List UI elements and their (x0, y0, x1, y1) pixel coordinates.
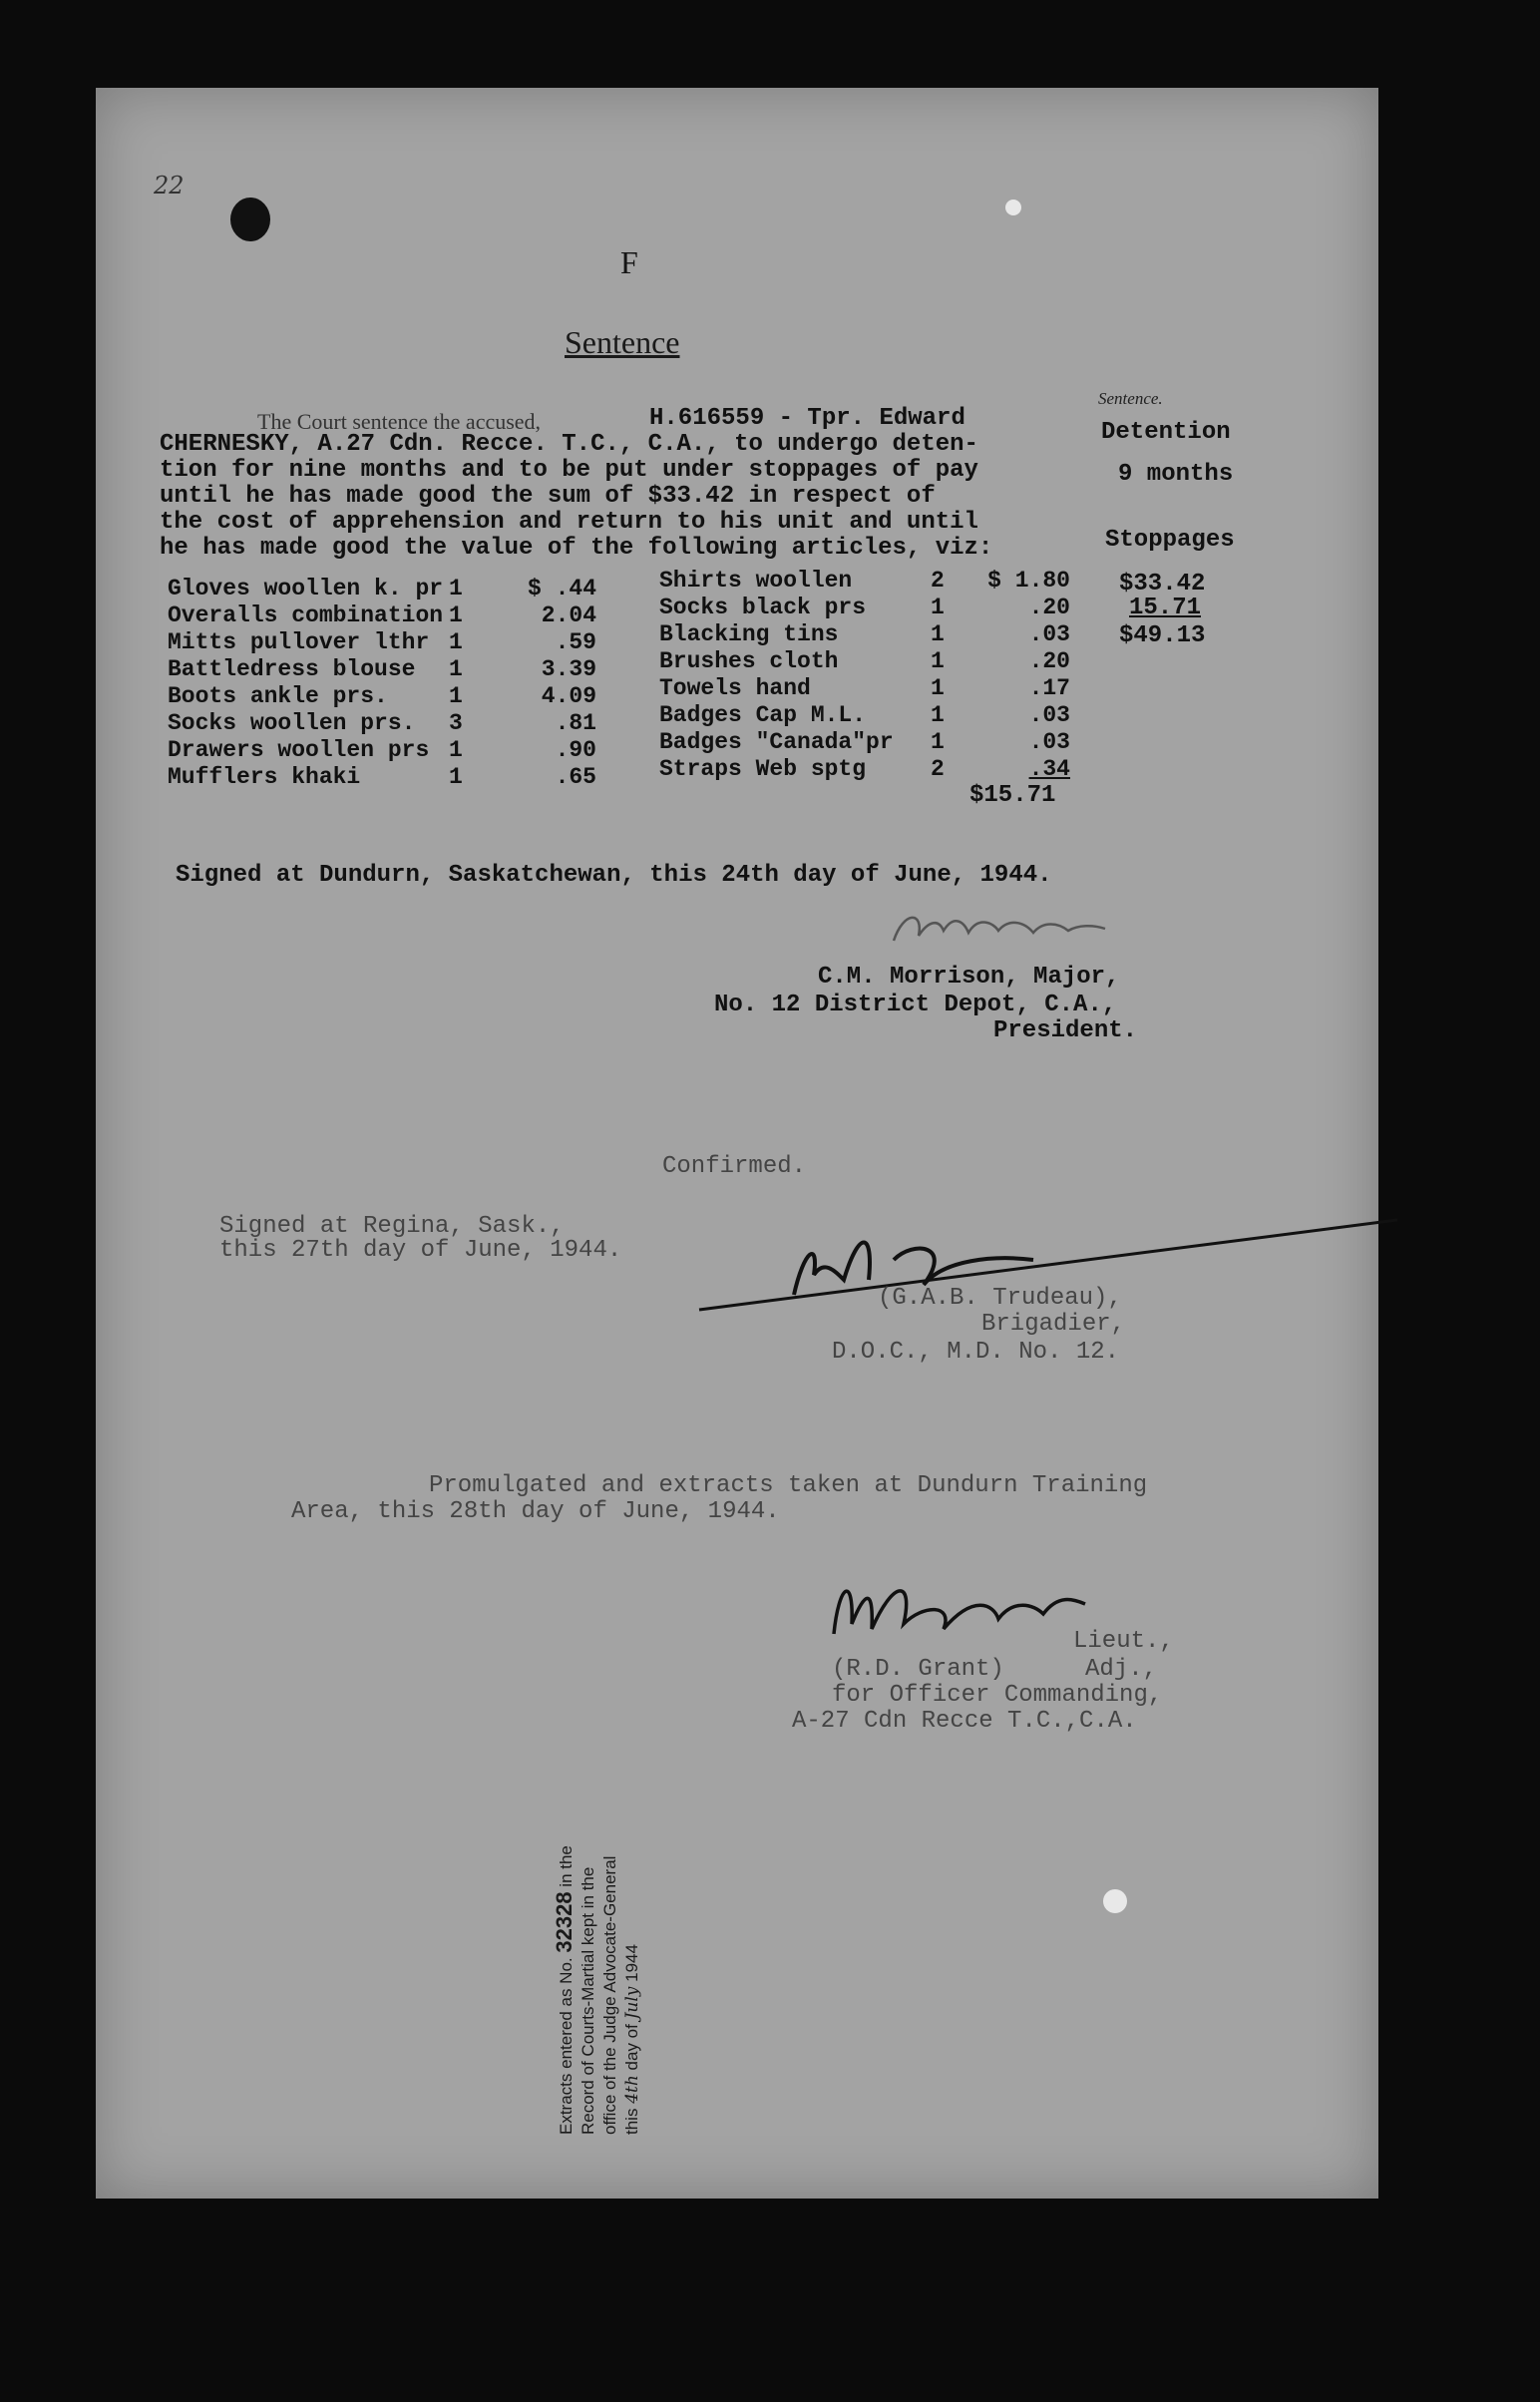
paper-mark (1005, 200, 1021, 215)
table-row: Badges Cap M.L. 1 .03 (659, 701, 1070, 728)
table-row: Mitts pullover lthr 1 .59 (168, 628, 596, 655)
morrison-signature (884, 901, 1113, 961)
signed-regina-line-1: Signed at Regina, Sask., (219, 1213, 565, 1240)
side-amount-1: $33.42 (1119, 571, 1206, 598)
side-total: $49.13 (1119, 622, 1206, 649)
adjutant-rank: Lieut., (1073, 1628, 1174, 1655)
page-number: 22 (154, 172, 185, 200)
brigadier-name: (G.A.B. Trudeau), (878, 1285, 1122, 1312)
table-row: Brushes cloth 1 .20 (659, 647, 1070, 674)
table-row: Blacking tins 1 .03 (659, 620, 1070, 647)
articles-right-table (659, 567, 1070, 782)
grant-signature (824, 1564, 1093, 1644)
table-row: Shirts woollen 2 $ 1.80 (659, 567, 1070, 594)
stamp-line-4: this (622, 2108, 641, 2135)
adjutant-unit: A-27 Cdn Recce T.C.,C.A. (792, 1708, 1137, 1735)
promulgated-line-1: Promulgated and extracts taken at Dundurn Training (429, 1472, 1148, 1499)
stamp-year: 1944 (622, 1944, 641, 1982)
sentence-line-4: until he has made good the sum of $33.42 in respect of (160, 483, 936, 510)
stamp-line-2: Record of Courts-Martial kept in the (578, 1866, 597, 2135)
table-row: Straps Web sptg 2 .34 (659, 755, 1070, 782)
signed-dundurn: Signed at Dundurn, Saskatchewan, this 24th day of June, 1944. (176, 862, 1052, 889)
sentence-line-2: CHERNESKY, A.27 Cdn. Recce. T.C., C.A., to undergo deten- (160, 431, 978, 458)
president-unit: No. 12 District Depot, C.A., (714, 992, 1117, 1018)
president-name: C.M. Morrison, Major, (818, 964, 1120, 991)
adjutant-role: Adj., (1085, 1656, 1158, 1683)
table-row: Drawers woollen prs 1 .90 (168, 736, 596, 763)
stamp-day: 4th (622, 2075, 642, 2104)
stamp-line-1: Extracts entered as No. (557, 1957, 576, 2135)
side-amount-2: 15.71 (1129, 595, 1202, 621)
confirmed-label: Confirmed. (662, 1153, 807, 1180)
table-row: Badges "Canada"pr 1 .03 (659, 728, 1070, 755)
punch-hole (230, 198, 270, 241)
stamp-number: 32328 (552, 1891, 577, 1953)
side-detention: Detention (1101, 419, 1231, 446)
sentence-line-6: he has made good the value of the following articles, viz: (160, 535, 993, 562)
adjutant-for-line: for Officer Commanding, (832, 1682, 1163, 1709)
stamp-line-1b: in the (557, 1845, 576, 1887)
table-row: Towels hand 1 .17 (659, 674, 1070, 701)
brigadier-office: D.O.C., M.D. No. 12. (832, 1339, 1120, 1366)
sentence-prefix: The Court sentence the accused, (257, 409, 542, 434)
promulgated-line-2: Area, this 28th day of June, 1944. (291, 1498, 780, 1525)
side-months: 9 months (1118, 461, 1234, 488)
stamp-line-3: office of the Judge Advocate-General (600, 1855, 619, 2135)
table-row: Boots ankle prs. 1 4.09 (168, 682, 596, 709)
sentence-line-5: the cost of apprehension and return to his unit and until (160, 509, 978, 536)
adjutant-name: (R.D. Grant) (832, 1656, 1004, 1683)
articles-total: $15.71 (969, 782, 1056, 809)
table-row: Mufflers khaki 1 .65 (168, 763, 596, 790)
section-letter: F (620, 244, 638, 280)
sentence-line-1: H.616559 - Tpr. Edward (649, 405, 965, 432)
table-row: Overalls combination 1 2.04 (168, 601, 596, 628)
stamp-month: July (622, 1986, 642, 2020)
president-role: President. (993, 1017, 1138, 1044)
side-stoppages: Stoppages (1105, 527, 1235, 554)
table-row: Socks woollen prs. 3 .81 (168, 709, 596, 736)
heading: Sentence (565, 324, 680, 360)
articles-left-table (168, 575, 596, 790)
paper-mark (1103, 1889, 1127, 1913)
table-row: Socks black prs 1 .20 (659, 594, 1070, 620)
signed-regina-line-2: this 27th day of June, 1944. (219, 1237, 622, 1264)
sentence-line-3: tion for nine months and to be put under stoppages of pay (160, 457, 978, 484)
table-row: Gloves woollen k. pr 1 $ .44 (168, 575, 596, 601)
side-sentence-label: Sentence. (1098, 389, 1163, 408)
document-page (96, 88, 1378, 2199)
brigadier-rank: Brigadier, (981, 1311, 1126, 1338)
table-row: Battledress blouse 1 3.39 (168, 655, 596, 682)
record-stamp (554, 1756, 713, 2135)
stamp-line-4b: day of (622, 2024, 641, 2071)
